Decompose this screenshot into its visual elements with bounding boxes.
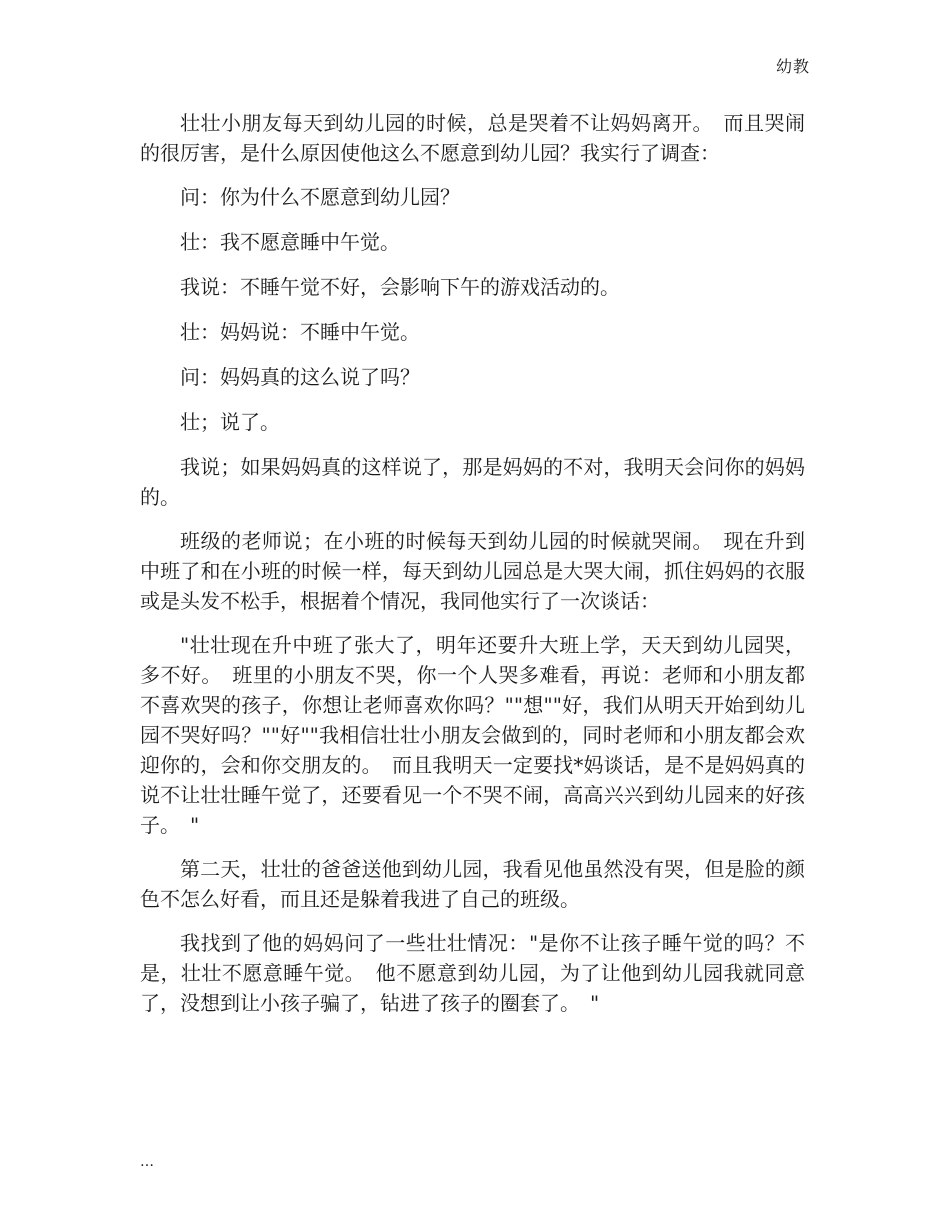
paragraph-quote: "壮壮现在升中班了张大了，明年还要升大班上学，天天到幼儿园哭，多不好。 班里的小朋友不哭，你一个人哭多难看，再说：老师和小朋友都不喜欢哭的孩子，你想让老师喜欢你吗？""想""好，我们从明天开始到幼儿园不哭好吗？""好""我相信壮壮小朋友会做到的，同时老师和小朋友都会欢迎你的，会和你交朋友的。 而且我明天一定要找*妈谈话，是不是妈妈真的说不让壮壮睡午觉了，还要看见一个不哭不闹，高高兴兴到幼儿园来的好孩子。 " xyxy=(140,633,805,837)
paragraph: 班级的老师说；在小班的时候每天到幼儿园的时候就哭闹。 现在升到中班了和在小班的时候一样，每天到幼儿园总是大哭大闹，抓住妈妈的衣服或是头发不松手，根据着个情况，我同他实行了一次谈话： xyxy=(140,529,805,613)
dialogue-line: 壮；说了。 xyxy=(180,410,280,434)
dialogue-line: 我说：不睡午觉不好，会影响下午的游戏活动的。 xyxy=(180,275,620,299)
dialogue-line: 壮：我不愿意睡中午觉。 xyxy=(180,230,400,254)
document-body xyxy=(140,108,805,1032)
paragraph: 我说；如果妈妈真的这样说了，那是妈妈的不对，我明天会问你的妈妈的。 xyxy=(140,455,805,509)
page-footer-ellipsis: … xyxy=(140,1154,154,1170)
dialogue-line: 问：妈妈真的这么说了吗？ xyxy=(180,365,420,389)
dialogue-line: 问：你为什么不愿意到幼儿园？ xyxy=(180,185,460,209)
paragraph-intro: 壮壮小朋友每天到幼儿园的时候，总是哭着不让妈妈离开。 而且哭闹的很厉害，是什么原因使他这么不愿意到幼儿园？我实行了调查： xyxy=(140,111,805,165)
paragraph: 我找到了他的妈妈问了一些壮壮情况："是你不让孩子睡午觉的吗？不是，壮壮不愿意睡午觉。 他不愿意到幼儿园，为了让他到幼儿园我就同意了，没想到让小孩子骗了，钻进了孩子的圈套了。 " xyxy=(140,931,805,1015)
page-header: 幼教 xyxy=(775,57,810,76)
dialogue-line: 壮：妈妈说：不睡中午觉。 xyxy=(180,320,420,344)
paragraph: 第二天，壮壮的爸爸送他到幼儿园，我看见他虽然没有哭，但是脸的颜色不怎么好看，而且还是躲着我进了自己的班级。 xyxy=(140,857,805,911)
